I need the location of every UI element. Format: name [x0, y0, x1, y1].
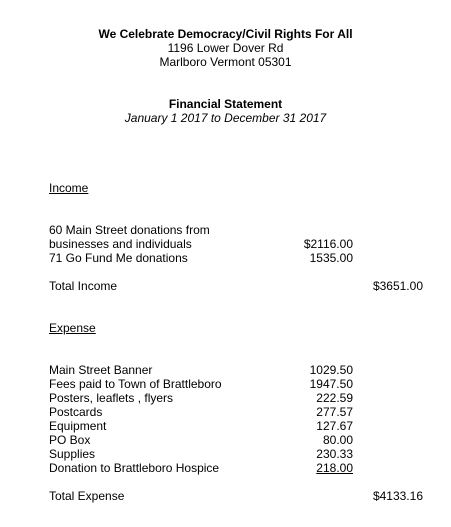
expense-item-amount: 80.00	[322, 433, 353, 447]
income-item-label-line1: 60 Main Street donations from	[49, 223, 210, 237]
income-item-amount: $2116.00	[303, 237, 353, 251]
expense-item-amount: 277.57	[316, 405, 353, 419]
statement-period: January 1 2017 to December 31 2017	[124, 111, 327, 125]
expense-item-label: Equipment	[49, 419, 107, 433]
expense-heading: Expense	[49, 321, 96, 335]
organization-name: We Celebrate Democracy/Civil Rights For All	[98, 27, 353, 41]
income-item-label: 71 Go Fund Me donations	[49, 251, 188, 265]
expense-item-label: PO Box	[49, 433, 91, 447]
expense-item-label: Main Street Banner	[49, 363, 153, 377]
expense-item-amount-underlined	[260, 461, 353, 475]
expense-item-label: Postcards	[49, 405, 103, 419]
income-item-amount: 1535.00	[309, 251, 353, 265]
expense-item-label: Fees paid to Town of Brattleboro	[49, 377, 222, 391]
expense-item-amount: 1947.50	[309, 377, 353, 391]
total-expense-label: Total Expense	[49, 489, 125, 503]
expense-item-label: Donation to Brattleboro Hospice	[49, 461, 220, 475]
expense-item-label: Posters, leaflets , flyers	[49, 391, 174, 405]
expense-item-amount: 222.59	[316, 391, 353, 405]
total-income-value: $3651.00	[372, 279, 423, 293]
expense-item-amount: 127.67	[316, 419, 353, 433]
expense-item-label: Supplies	[49, 447, 96, 461]
total-income-label: Total Income	[49, 279, 118, 293]
income-heading: Income	[49, 181, 89, 195]
total-expense-value: $4133.16	[372, 489, 423, 503]
address-line-1: 1196 Lower Dover Rd	[167, 41, 284, 55]
address-line-2: Marlboro Vermont 05301	[159, 55, 292, 69]
income-item-label-line2: businesses and individuals	[49, 237, 192, 251]
expense-item-amount-value: 218.00	[316, 461, 353, 475]
expense-item-amount: 230.33	[316, 447, 353, 461]
expense-item-amount: 1029.50	[309, 363, 353, 377]
statement-title: Financial Statement	[168, 97, 283, 111]
